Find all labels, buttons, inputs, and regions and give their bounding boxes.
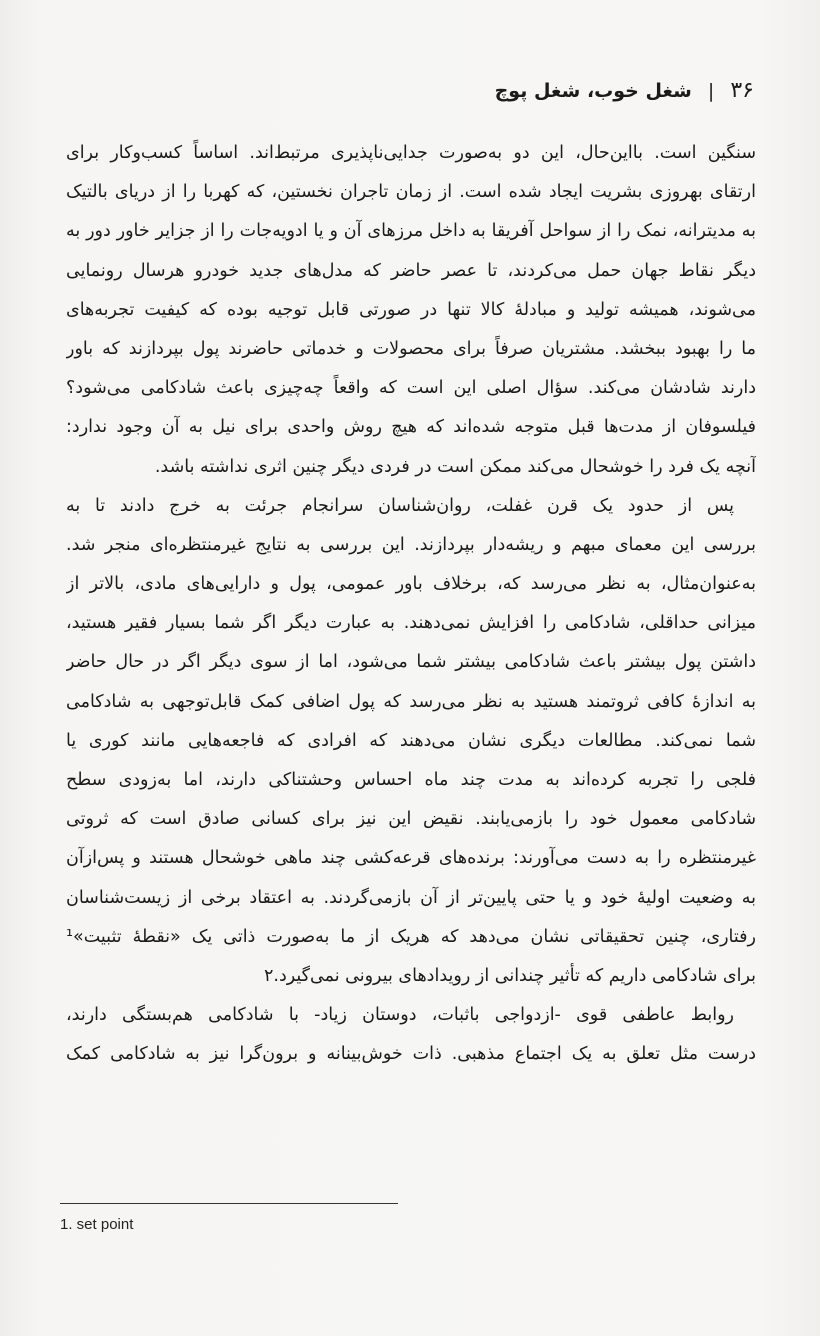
text-line: به اندازهٔ کافی ثروتمند هستید به نظر می‌رسد که پول اضافی کمک قابل‌توجهی به شادکامی	[66, 691, 756, 712]
text-line: داشتن پول بیشتر باعث شادکامی بیشتر شما می‌شود، اما از سوی دیگر اگر در حال حاضر	[66, 652, 756, 673]
text-line: دیگر نقاط جهان حمل می‌کردند، تا عصر حاضر که مدل‌های جدید خودرو هرسال رونمایی	[66, 260, 756, 281]
text-line: فیلسوفان از مدت‌ها قبل متوجه شده‌اند که هیچ روش واحدی برای نیل به آن وجود ندارد:	[66, 417, 756, 438]
text-line: به مدیترانه، نمک را از سواحل آفریقا به داخل مرزهای آن و یا ادویه‌جات را از جزایر خاور دور به	[66, 221, 756, 242]
text-line: درست مثل تعلق به یک اجتماع مذهبی. ذات خوش‌بینانه و برون‌گرا نیز به شادکامی کمک	[66, 1044, 756, 1065]
text-line: میزانی حداقلی، شادکامی را افزایش نمی‌دهند. به عبارت دیگر اگر شما بسیار فقیر هستید،	[66, 613, 756, 634]
text-line: دارند شادشان می‌کند. سؤال اصلی این است که واقعاً چه‌چیزی باعث شادکامی می‌شود؟	[66, 378, 756, 399]
text-line: به‌عنوان‌مثال، به نظر می‌رسد که، برخلاف باور عمومی، پول و دارایی‌های مادی، بالاتر از	[66, 574, 756, 595]
text-line: به وضعیت اولیهٔ خود و یا حتی پایین‌تر از آن بازمی‌گردند. به اعتقاد برخی از زیست‌شناسان	[66, 887, 756, 908]
text-line: بررسی این معمای مبهم و ریشه‌دار بپردازند. این بررسی به نتایج غیرمنتظره‌ای منجر شد.	[66, 534, 756, 555]
text-line: ارتقای بهروزی بشریت ایجاد شده است. از زمان تاجران نخستین، که کهربا را از دریای بالتیک	[66, 182, 756, 203]
text-line: آنچه یک فرد را خوشحال می‌کند ممکن است در فردی دیگر چنین اثری نداشته باشد.	[154, 456, 756, 477]
text-line: پس از حدود یک قرن غفلت، روان‌شناسان سرانجام جرئت به خرج دادند تا به	[66, 495, 734, 516]
page-number: ۳۶	[730, 78, 754, 103]
text-line: می‌شوند، همیشه تولید و مبادلهٔ کالا تنها در صورتی قابل توجیه بوده که کیفیت تجربه‌های	[66, 299, 756, 320]
text-line: ما را بهبود ببخشد. مشتریان صرفاً برای محصولات و خدماتی حاضرند پول بپردازند که باور	[66, 338, 756, 359]
running-header	[64, 76, 754, 106]
text-line: رفتاری، چنین تحقیقاتی نشان می‌دهد که هریک از ما به‌صورت ذاتی یک «نقطهٔ تثبیت»¹	[66, 926, 756, 947]
footnote-rule	[60, 1203, 398, 1204]
text-line: شادکامی معمول خود را بازمی‌یابند. نقیض این نیز برای کسانی صادق است که ثروتی	[66, 809, 756, 830]
text-line: فلجی را تجربه کرده‌اند به مدت چند ماه احساس وحشتناکی دارند، اما به‌زودی سطح	[66, 770, 756, 790]
text-line: غیرمنتظره را به دست می‌آورند: برنده‌های قرعه‌کشی چند ماهی خوشحال هستند و پس‌ازآن	[66, 848, 756, 869]
text-line: روابط عاطفی قوی -ازدواجی باثبات، دوستان زیاد- با شادکامی هم‌بستگی دارند،	[66, 1005, 734, 1026]
text-line: شما نمی‌کند. مطالعات دیگری نشان می‌دهند که افرادی که فاجعه‌هایی مانند کوری یا	[66, 730, 756, 751]
footnote: 1. set point	[60, 1216, 134, 1233]
text-line: سنگین است. بااین‌حال، این دو به‌صورت جدایی‌ناپذیری مرتبط‌اند. اساساً کسب‌وکار برای	[66, 143, 756, 163]
header-separator: |	[707, 80, 715, 102]
body-text	[66, 134, 756, 1075]
chapter-title: شغل خوب، شغل پوچ	[494, 80, 692, 102]
text-line: برای شادکامی داریم که تأثیر چندانی از رویدادهای بیرونی نمی‌گیرد.۲	[263, 965, 756, 986]
